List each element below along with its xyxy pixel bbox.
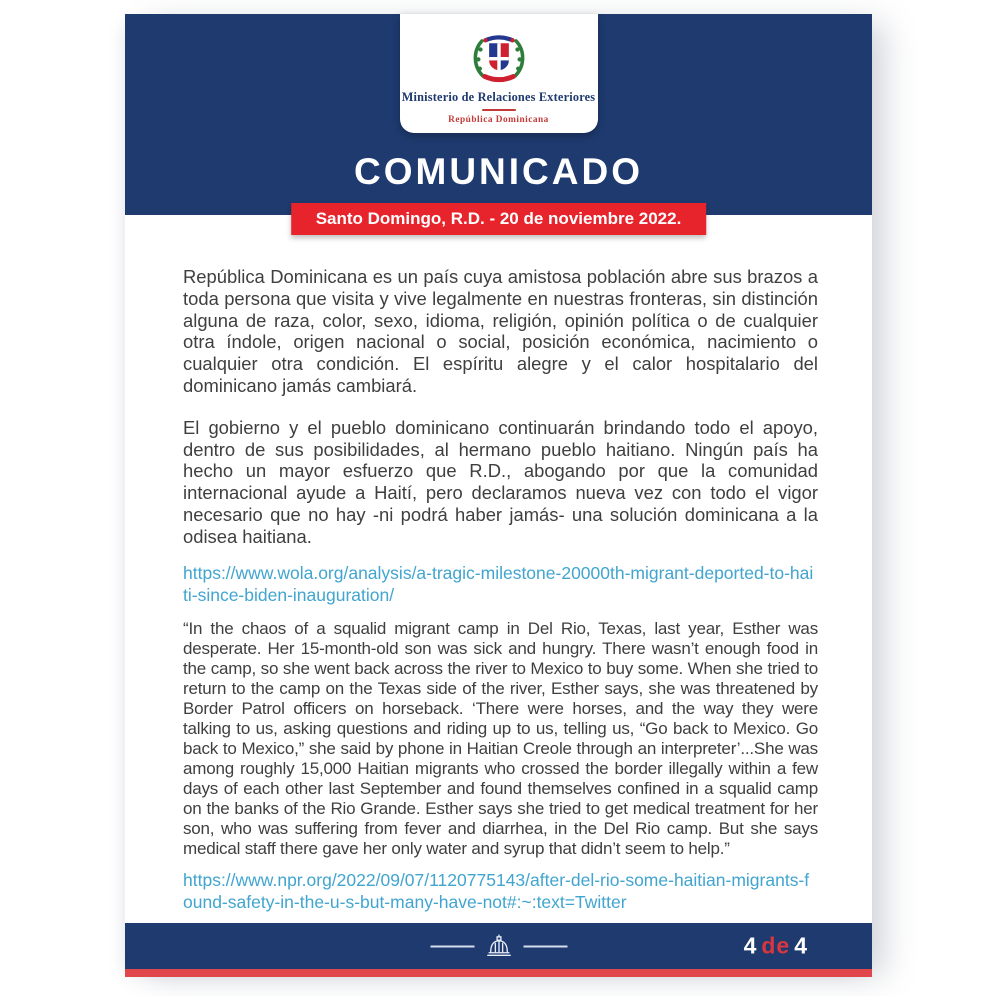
paragraph-quote-english: “In the chaos of a squalid migrant camp in Del Rio, Texas, last year, Esther was desperate. Her 15-month-old son was sick and hungry. There wasn’t enough food in the camp, so she went back across the river to Mexico to buy some. When she tried to return to the camp on the Texas side of the river, Esther says, she was threatened by Border Patrol officers on horseback. ‘There were horses, and the way they were talking to us, asking questions and riding up to us, telling us, “Go back to Mexico. Go back to Mexico,” she said by phone in Haitian Creole through an interpreter’...She was among roughly 15,000 Haitian migrants who crossed the border illegally within a few days of each other last September and found themselves confined in a squalid camp on the banks of the Rio Grande. Esther says she tried to get medical treatment for her son, who was suffering from fever and diarrhea, in the Del Rio camp. But she says medical staff there gave her only water and syrup that didn’t seem to help.” bbox=[183, 618, 818, 858]
footer-band bbox=[125, 923, 872, 969]
coat-of-arms-icon bbox=[466, 31, 532, 85]
country-name: República Dominicana bbox=[448, 115, 549, 125]
red-divider bbox=[482, 109, 516, 111]
emblem-line-left bbox=[430, 945, 474, 947]
document-page bbox=[125, 14, 872, 977]
ministry-name: Ministerio de Relaciones Exteriores bbox=[401, 90, 596, 104]
document-body bbox=[183, 215, 818, 913]
emblem-line-right bbox=[523, 945, 567, 947]
link-wola[interactable]: https://www.wola.org/analysis/a-tragic-milestone-20000th-migrant-deported-to-haiti-since-biden-inauguration/ bbox=[183, 562, 814, 605]
page-title: COMUNICADO bbox=[354, 151, 643, 192]
page-total: 4 bbox=[794, 932, 808, 959]
palace-dome-icon bbox=[485, 935, 512, 958]
link-npr[interactable]: https://www.npr.org/2022/09/07/1120775143/after-del-rio-some-haitian-migrants-found-safety-in-the-u-s-but-many-have-not#:~:text=Twitter bbox=[183, 869, 810, 912]
page-separator: de bbox=[761, 932, 791, 959]
page-indicator bbox=[744, 933, 808, 960]
date-banner: Santo Domingo, R.D. - 20 de noviembre 2022. bbox=[291, 203, 707, 235]
footer-emblem bbox=[430, 935, 567, 958]
paragraph-spanish-1: República Dominicana es un país cuya amistosa población abre sus brazos a toda persona que visita y vive legalmente en nuestras fronteras, sin distinción alguna de raza, color, sexo, idioma, religión, opinión política o de cualquier otra índole, origen nacional o social, posición económica, nacimiento o cualquier otra condición. El espíritu alegre y el calor hospitalario del dominicano jamás cambiará. bbox=[183, 266, 818, 396]
footer-red-strip bbox=[125, 969, 872, 977]
paragraph-spanish-2: El gobierno y el pueblo dominicano continuarán brindando todo el apoyo, dentro de sus posibilidades, al hermano pueblo haitiano. Ningún país ha hecho un mayor esfuerzo que R.D., abogando por que la comunidad internacional ayude a Haití, pero declaramos nueva vez con todo el vigor necesario que no hay -ni podrá haber jamás- una solución dominicana a la odisea haitiana. bbox=[183, 416, 818, 547]
page-current: 4 bbox=[743, 932, 758, 959]
ministry-logo-card bbox=[400, 14, 598, 133]
